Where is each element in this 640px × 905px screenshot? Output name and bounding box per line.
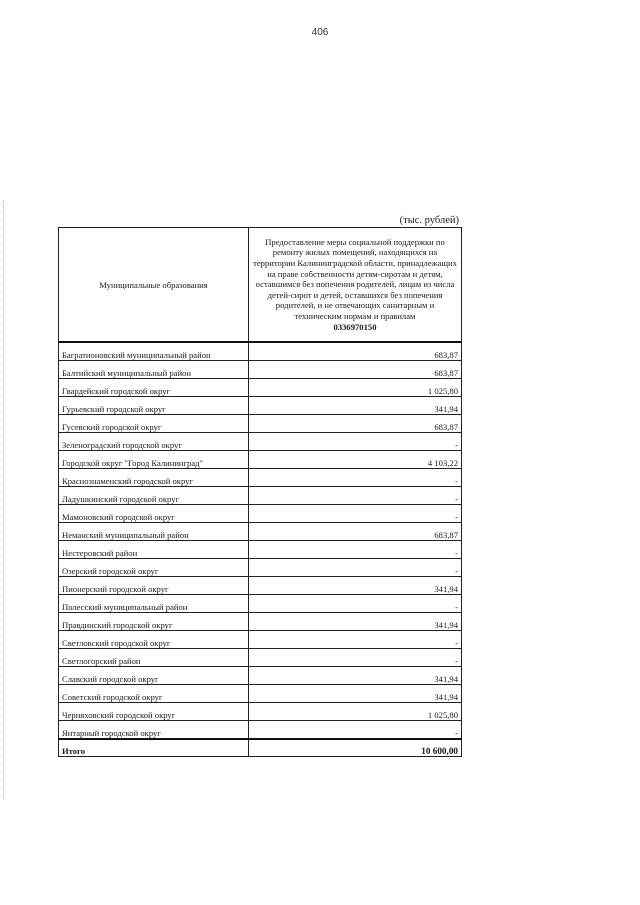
table-body	[59, 342, 462, 739]
municipality-name: Ладушкинский городской округ	[59, 487, 249, 505]
amount-value: -	[249, 721, 462, 740]
amount-value: 683,87	[249, 361, 462, 379]
measure-description: Предоставление меры социальной поддержки по ремонту жилых помещений, находящихся на территории Калининградской области, принадлежащих на праве собственности детям-сиротам и детям, оставшимся без попечения родителей, лицам из числа детей-сирот и детей, оставшихся без попечения родителей, и не отвечающих санитарным и техническим нормам и правилам	[253, 236, 457, 321]
municipality-name: Городской округ "Город Калининград"	[59, 451, 249, 469]
table-header-row	[59, 228, 462, 343]
amount-value: 341,94	[249, 667, 462, 685]
amount-value: 341,94	[249, 685, 462, 703]
table-row	[59, 649, 462, 667]
amount-value: 341,94	[249, 577, 462, 595]
municipality-name: Черняховский городской округ	[59, 703, 249, 721]
municipality-name: Славский городской округ	[59, 667, 249, 685]
amount-value: -	[249, 487, 462, 505]
municipality-name: Светлогорский район	[59, 649, 249, 667]
municipality-name: Балтийский муниципальный район	[59, 361, 249, 379]
total-value: 10 600,00	[249, 739, 462, 757]
amount-value: 1 025,80	[249, 703, 462, 721]
municipality-name: Мамоновский городской округ	[59, 505, 249, 523]
municipality-name: Гвардейский городской округ	[59, 379, 249, 397]
page-number: 406	[311, 27, 329, 38]
subsidy-distribution-table	[58, 227, 462, 757]
amount-value: -	[249, 433, 462, 451]
table-row	[59, 379, 462, 397]
amount-value: 341,94	[249, 397, 462, 415]
measure-column-header	[249, 228, 462, 343]
total-row	[59, 739, 462, 757]
table-row	[59, 541, 462, 559]
table-row	[59, 451, 462, 469]
amount-value: 683,87	[249, 342, 462, 361]
table-row	[59, 342, 462, 361]
municipality-name: Нестеровский район	[59, 541, 249, 559]
amount-value: 4 103,22	[249, 451, 462, 469]
table-row	[59, 685, 462, 703]
amount-value: -	[249, 505, 462, 523]
municipality-name: Зеленоградский городской округ	[59, 433, 249, 451]
table-row	[59, 613, 462, 631]
municipality-name: Янтарный городской округ	[59, 721, 249, 740]
units-caption: (тыс. рублей)	[399, 215, 459, 226]
municipality-name: Гурьевский городской округ	[59, 397, 249, 415]
amount-value: 683,87	[249, 523, 462, 541]
amount-value: 341,94	[249, 613, 462, 631]
municipality-name: Озерский городской округ	[59, 559, 249, 577]
scan-margin-mark	[3, 200, 5, 800]
amount-value: -	[249, 469, 462, 487]
table-row	[59, 397, 462, 415]
table-row	[59, 577, 462, 595]
table-row	[59, 361, 462, 379]
municipality-name: Гусевский городской округ	[59, 415, 249, 433]
municipality-name: Полесский муниципальный район	[59, 595, 249, 613]
municipality-column-header: Муниципальные образования	[59, 228, 249, 343]
amount-value: -	[249, 559, 462, 577]
table-row	[59, 559, 462, 577]
table-row	[59, 469, 462, 487]
table-row	[59, 415, 462, 433]
table-row	[59, 523, 462, 541]
municipality-name: Краснознаменский городской округ	[59, 469, 249, 487]
table-row	[59, 667, 462, 685]
table-row	[59, 433, 462, 451]
amount-value: -	[249, 631, 462, 649]
municipality-name: Пионерский городской округ	[59, 577, 249, 595]
municipality-name: Светловский городской округ	[59, 631, 249, 649]
budget-code: 0336970150	[333, 321, 377, 332]
municipality-name: Багратионовский муниципальный район	[59, 342, 249, 361]
total-label: Итого	[59, 739, 249, 757]
table-row	[59, 631, 462, 649]
table-row	[59, 595, 462, 613]
table-row	[59, 505, 462, 523]
municipality-name: Советский городской округ	[59, 685, 249, 703]
amount-value: 1 025,80	[249, 379, 462, 397]
table-row	[59, 487, 462, 505]
amount-value: 683,87	[249, 415, 462, 433]
municipality-name: Правдинский городской округ	[59, 613, 249, 631]
table-row	[59, 703, 462, 721]
amount-value: -	[249, 541, 462, 559]
amount-value: -	[249, 595, 462, 613]
municipality-name: Неманский муниципальный район	[59, 523, 249, 541]
amount-value: -	[249, 649, 462, 667]
table-row	[59, 721, 462, 740]
